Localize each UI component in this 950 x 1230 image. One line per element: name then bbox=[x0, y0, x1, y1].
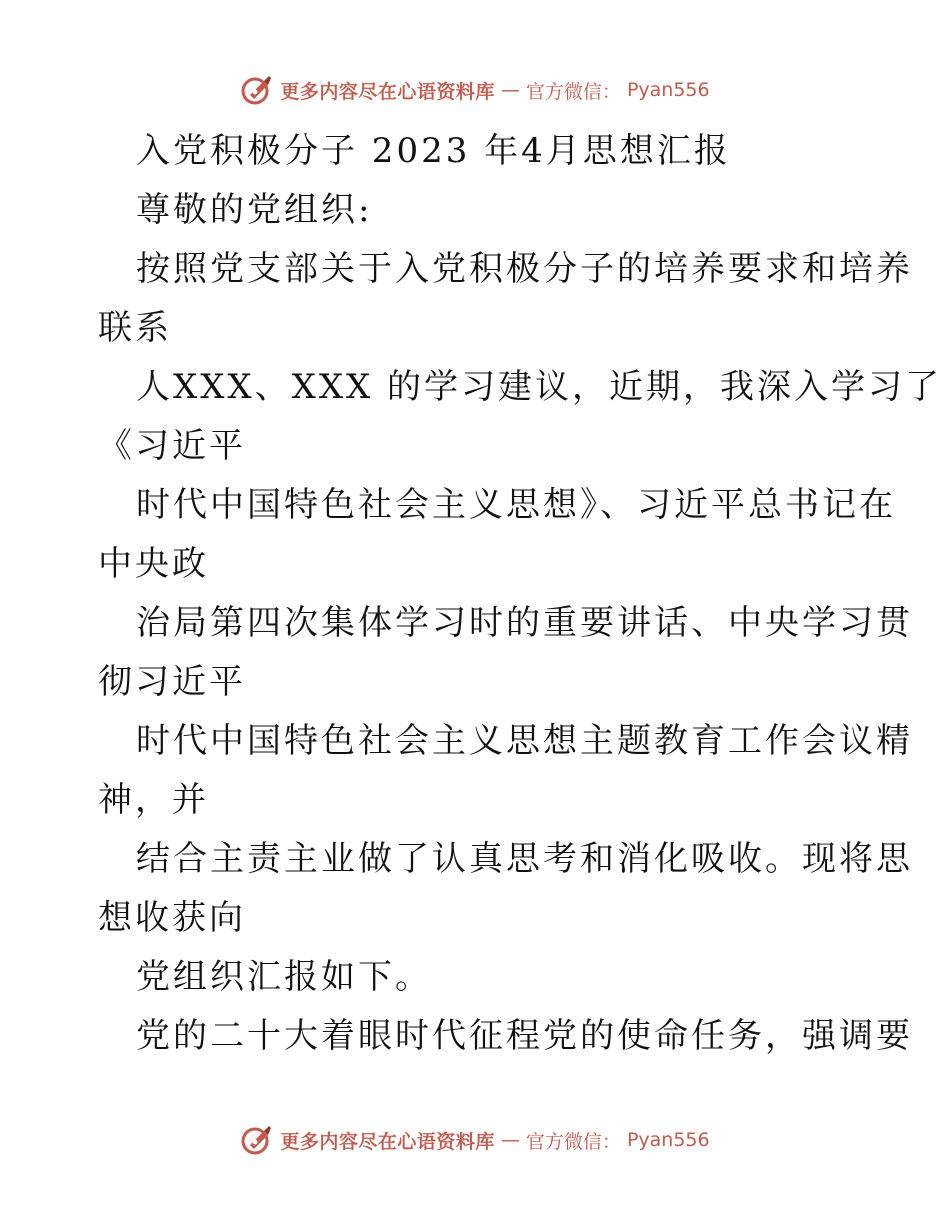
banner-separator: — bbox=[500, 79, 520, 101]
text-line: 党组织汇报如下。 bbox=[136, 957, 432, 997]
document-body bbox=[98, 122, 943, 1066]
text-line: 时代中国特色社会主义思想主题教育工作会议精 bbox=[136, 721, 913, 761]
banner-wechat-label: 官方微信： bbox=[525, 80, 621, 103]
header-banner bbox=[0, 70, 950, 110]
text-line: 彻习近平 bbox=[98, 662, 246, 702]
pen-logo-icon bbox=[240, 73, 274, 107]
text-line: 尊敬的党组织: bbox=[136, 190, 373, 230]
text-line: 人XXX、XXX 的学习建议，近期，我深入学习了 bbox=[136, 367, 943, 407]
text-line: 党的二十大着眼时代征程党的使命任务，强调要 bbox=[136, 1016, 913, 1056]
pen-logo-icon bbox=[240, 1123, 274, 1157]
text-line: 结合主责主业做了认真思考和消化吸收。现将思 bbox=[136, 839, 913, 879]
text-line: 治局第四次集体学习时的重要讲话、中央学习贯 bbox=[136, 603, 913, 643]
banner-separator: — bbox=[500, 1129, 520, 1151]
text-line: 按照党支部关于入党积极分子的培养要求和培养 bbox=[136, 249, 913, 289]
footer-banner bbox=[0, 1120, 950, 1160]
banner-wechat-label: 官方微信： bbox=[525, 1130, 621, 1153]
text-line: 想收获向 bbox=[98, 898, 246, 938]
text-line: 中央政 bbox=[98, 544, 209, 584]
text-line: 《习近平 bbox=[98, 426, 246, 466]
text-line: 神，并 bbox=[98, 780, 209, 820]
text-line: 联系 bbox=[98, 308, 172, 348]
banner-wechat-id: Pyan556 bbox=[626, 79, 710, 101]
text-line: 时代中国特色社会主义思想》、习近平总书记在 bbox=[136, 485, 896, 525]
banner-slogan: 更多内容尽在心语资料库 bbox=[280, 1130, 495, 1153]
banner-wechat-id: Pyan556 bbox=[626, 1129, 710, 1151]
banner-slogan: 更多内容尽在心语资料库 bbox=[280, 80, 495, 103]
text-line: 入党积极分子 2023 年4月思想汇报 bbox=[136, 131, 731, 171]
